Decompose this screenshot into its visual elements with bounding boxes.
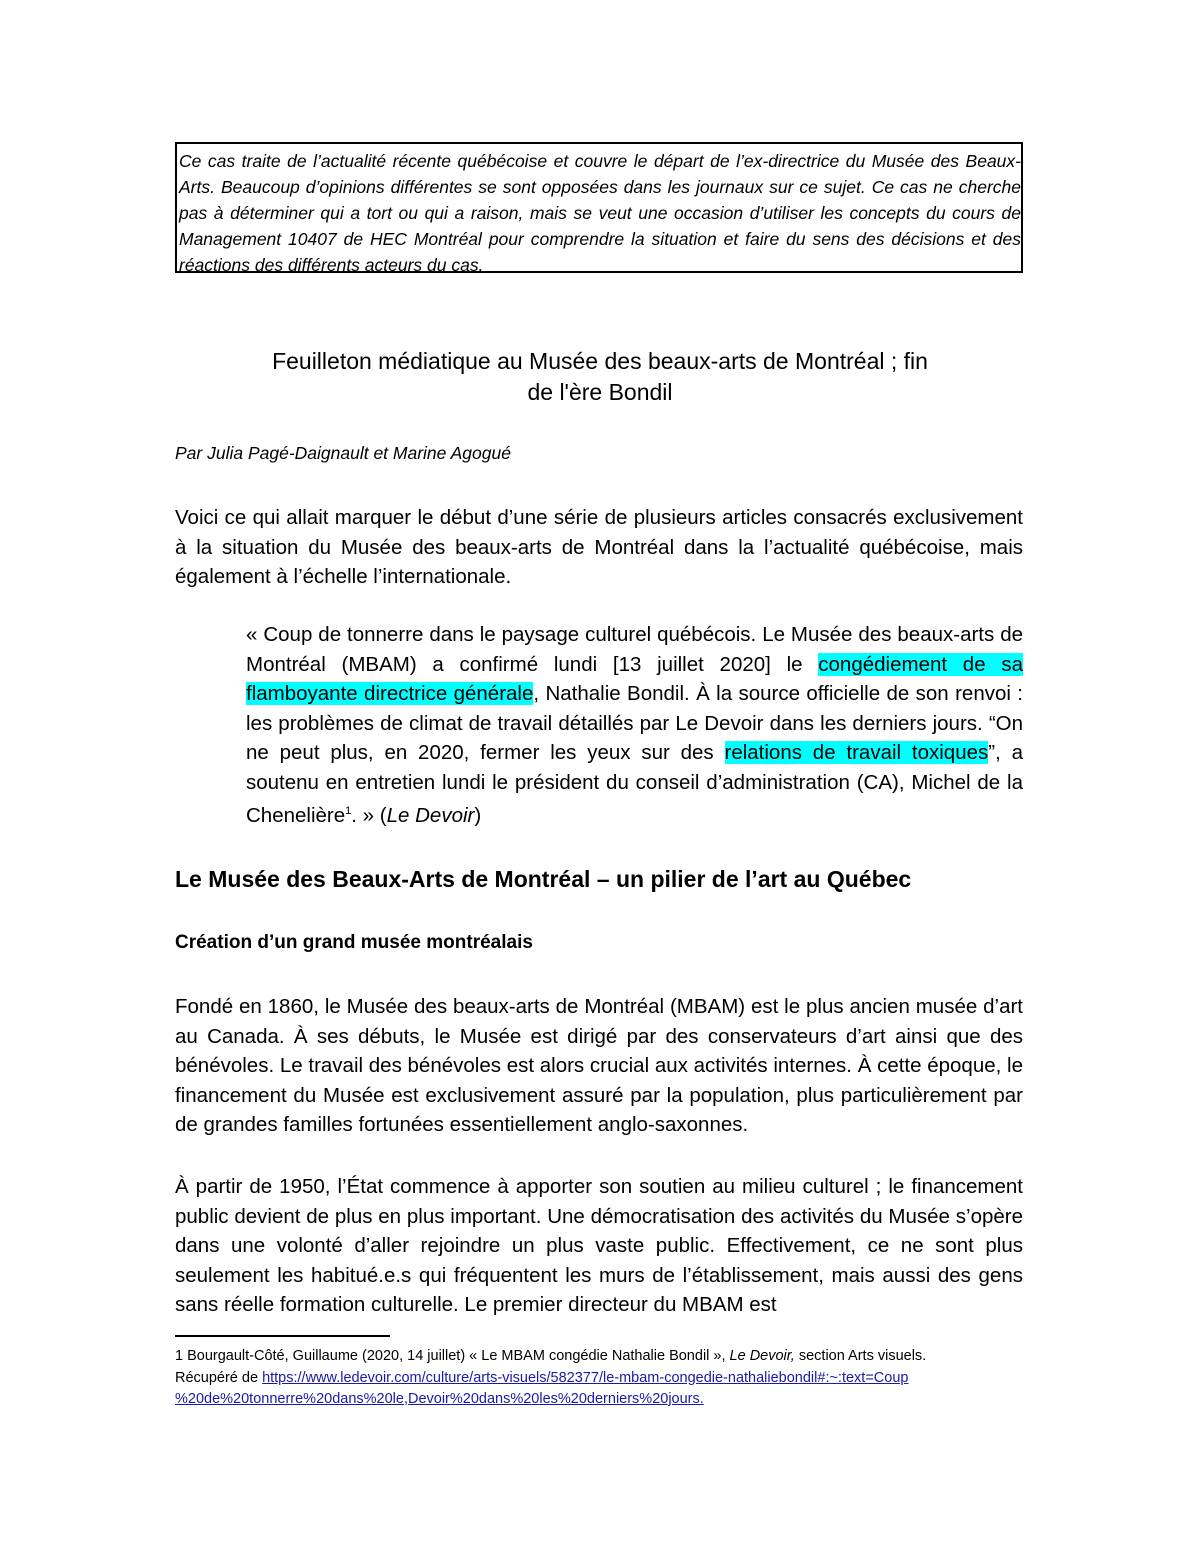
footnote-source: Le Devoir,: [729, 1348, 795, 1364]
footnote: [175, 1346, 1035, 1411]
footnote-reference[interactable]: 1: [345, 805, 352, 817]
quote-part-2: , Nathalie Bondil. À la source officielle de son renvoi : les problèmes de climat de travail détaillés par Le Devoir dans les derniers jours. “On ne peut plus, en 2020, fermer les yeux sur des: [246, 682, 1023, 764]
paragraph-1950: À partir de 1950, l’État commence à apporter son soutien au milieu culturel ; le financement public devient de plus en plus important. Une démocratisation des activités du Musée s’opère dans une volonté d’aller rejoindre un plus vaste public. Effectivement, ce ne sont plus seulement les habitué.e.s qui fréquentent les murs de l’établissement, mais aussi des gens sans réelle formation culturelle. Le premier directeur du MBAM est: [175, 1175, 1023, 1316]
footnote-url-line: [175, 1368, 1035, 1390]
quote-highlight-2: relations de travail toxiques: [724, 741, 989, 764]
quote-part-4: . » (: [351, 803, 387, 827]
quote-part-1: « Coup de tonnerre dans le paysage culturel québécois. Le Musée des beaux-arts de Montréal (MBAM) a confirmé lundi [13 juillet 2020] le: [246, 623, 1023, 676]
page-title: [175, 346, 1025, 408]
disclaimer-box: [175, 142, 1023, 273]
intro-paragraph: Voici ce qui allait marquer le début d’une série de plusieurs articles consacrés exclusivement à la situation du Musée des beaux-arts de Montréal dans la l’actualité québécoise, mais également à l’échelle l’internationale.: [175, 506, 1023, 588]
quote-part-5: ): [474, 803, 482, 827]
subsection-heading: Création d’un grand musée montréalais: [175, 932, 533, 953]
title-line-2: de l'ère Bondil: [527, 379, 673, 405]
footnote-text-1: 1 Bourgault-Côté, Guillaume (2020, 14 juillet) « Le MBAM congédie Nathalie Bondil »,: [175, 1348, 730, 1364]
paragraph-founding: Fondé en 1860, le Musée des beaux-arts de Montréal (MBAM) est le plus ancien musée d’art au Canada. À ses débuts, le Musée est dirigé par des conservateurs d’art ainsi que des bénévoles. Le travail des bénévoles est alors crucial aux activités internes. À cette époque, le financement du Musée est exclusivement assuré par la population, plus particulièrement par de grandes familles fortunées essentiellement anglo-saxonnes.: [175, 995, 1023, 1136]
footnote-separator: [175, 1335, 390, 1337]
section-heading: Le Musée des Beaux-Arts de Montréal – un pilier de l’art au Québec: [175, 866, 912, 892]
quote-source: Le Devoir: [386, 803, 475, 827]
footnote-url-line-2: [175, 1389, 1035, 1411]
disclaimer-text: Ce cas traite de l’actualité récente québécoise et couvre le départ de l’ex-directrice du Musée des Beaux-Arts. Beaucoup d’opinions différentes se sont opposées dans les journaux sur ce sujet. Ce cas ne cherche pas à déterminer qui a tort ou qui a raison, mais se veut une occasion d’utiliser les concepts du cours de Management 10407 de HEC Montréal pour comprendre la situation et faire du sens des décisions et des réactions des différents acteurs du cas.: [179, 151, 1021, 275]
footnote-text-2: section Arts visuels.: [794, 1348, 927, 1364]
footnote-link-continued[interactable]: %20de%20tonnerre%20dans%20le,Devoir%20dans%20les%20derniers%20jours.: [175, 1391, 704, 1407]
quote-part-3: ”, a soutenu en entretien lundi le président du conseil d’administration (CA), Michel de la Chenelière: [246, 741, 1024, 827]
byline: Par Julia Pagé-Daignault et Marine Agogué: [175, 443, 511, 463]
footnote-link[interactable]: https://www.ledevoir.com/culture/arts-visuels/582377/le-mbam-congedie-nathaliebondil#:~:text=Coup: [262, 1369, 909, 1386]
block-quote: [246, 620, 1023, 830]
quote-highlight-1: congédiement de sa flamboyante directrice générale: [246, 652, 1023, 705]
footnote-retrieved: Récupéré de: [175, 1369, 263, 1386]
footnote-citation: [175, 1346, 1035, 1368]
title-line-1: Feuilleton médiatique au Musée des beaux-arts de Montréal ; fin: [272, 348, 928, 374]
